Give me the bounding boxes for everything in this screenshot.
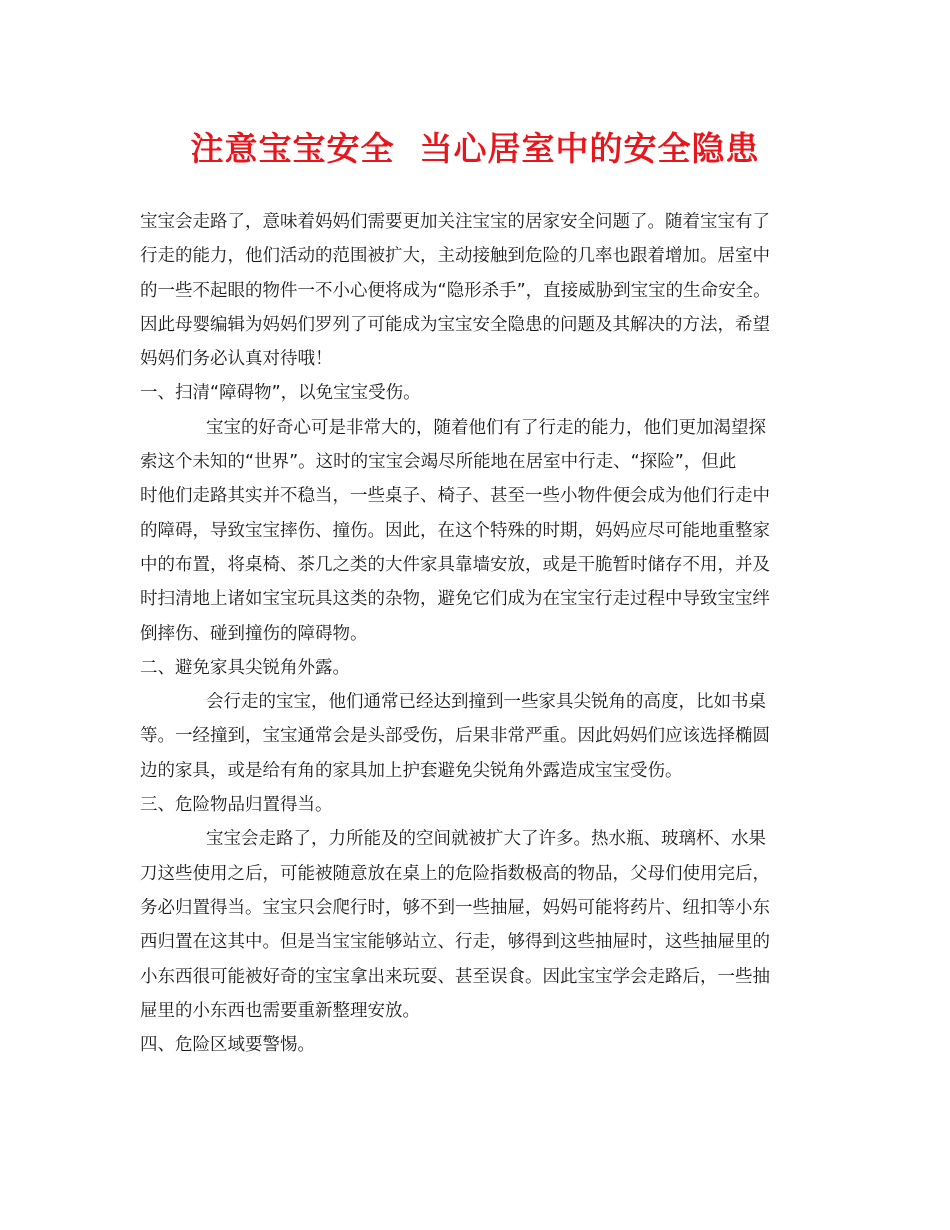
text-line: 四、危险区域要警惕。 — [140, 1035, 315, 1056]
page-title: 注意宝宝安全 当心居室中的安全隐患 — [190, 129, 760, 168]
text-line: 务必归置得当。宝宝只会爬行时，够不到一些抽屉，妈妈可能将药片、纽扣等小东 — [140, 897, 770, 918]
text-line: 边的家具，或是给有角的家具加上护套避免尖锐角外露造成宝宝受伤。 — [140, 760, 683, 781]
text-line: 行走的能力，他们活动的范围被扩大，主动接触到危险的几率也跟着增加。居室中 — [140, 246, 770, 267]
paragraph-first-line: 会行走的宝宝，他们通常已经达到撞到一些家具尖锐角的高度，比如书桌 — [206, 692, 766, 713]
text-line: 妈妈们务必认真对待哦！ — [140, 349, 333, 370]
text-line: 屉里的小东西也需要重新整理安放。 — [140, 1000, 420, 1021]
text-line: 二、避免家具尖锐角外露。 — [140, 657, 350, 678]
paragraph-first-line: 宝宝的好奇心可是非常大的，随着他们有了行走的能力，他们更加渴望探 — [206, 417, 766, 438]
text-line: 索这个未知的“世界”。这时的宝宝会竭尽所能地在居室中行走、“探险”，但此 — [140, 452, 737, 473]
text-line: 因此母婴编辑为妈妈们罗列了可能成为宝宝安全隐患的问题及其解决的方法，希望 — [140, 314, 770, 335]
text-line: 倒摔伤、碰到撞伤的障碍物。 — [140, 623, 368, 644]
text-line: 刀这些使用之后，可能被随意放在桌上的危险指数极高的物品，父母们使用完后， — [140, 863, 770, 884]
paragraph-first-line: 宝宝会走路了，力所能及的空间就被扩大了许多。热水瓶、玻璃杯、水果 — [206, 829, 766, 850]
text-line: 宝宝会走路了，意味着妈妈们需要更加关注宝宝的居家安全问题了。随着宝宝有了 — [140, 212, 770, 232]
text-line: 时扫清地上诸如宝宝玩具这类的杂物，避免它们成为在宝宝行走过程中导致宝宝绊 — [140, 589, 770, 610]
text-line: 一、扫清“障碍物”，以免宝宝受伤。 — [140, 383, 421, 404]
text-line: 等。一经撞到，宝宝通常会是头部受伤，后果非常严重。因此妈妈们应该选择椭圆 — [140, 726, 770, 747]
article-body — [140, 205, 830, 1062]
text-line: 中的布置，将桌椅、茶几之类的大件家具靠墙安放，或是干脆暂时储存不用，并及 — [140, 554, 770, 575]
text-line: 的一些不起眼的物件一不小心便将成为“隐形杀手”，直接威胁到宝宝的生命安全。 — [140, 280, 771, 301]
text-line: 的障碍，导致宝宝摔伤、撞伤。因此，在这个特殊的时期，妈妈应尽可能地重整家 — [140, 520, 770, 541]
text-line: 时他们走路其实并不稳当，一些桌子、椅子、甚至一些小物件便会成为他们行走中 — [140, 486, 770, 507]
text-line: 西归置在这其中。但是当宝宝能够站立、行走，够得到这些抽屉时，这些抽屉里的 — [140, 932, 770, 953]
text-line: 三、危险物品归置得当。 — [140, 795, 333, 816]
text-line: 小东西很可能被好奇的宝宝拿出来玩耍、甚至误食。因此宝宝学会走路后，一些抽 — [140, 966, 770, 987]
